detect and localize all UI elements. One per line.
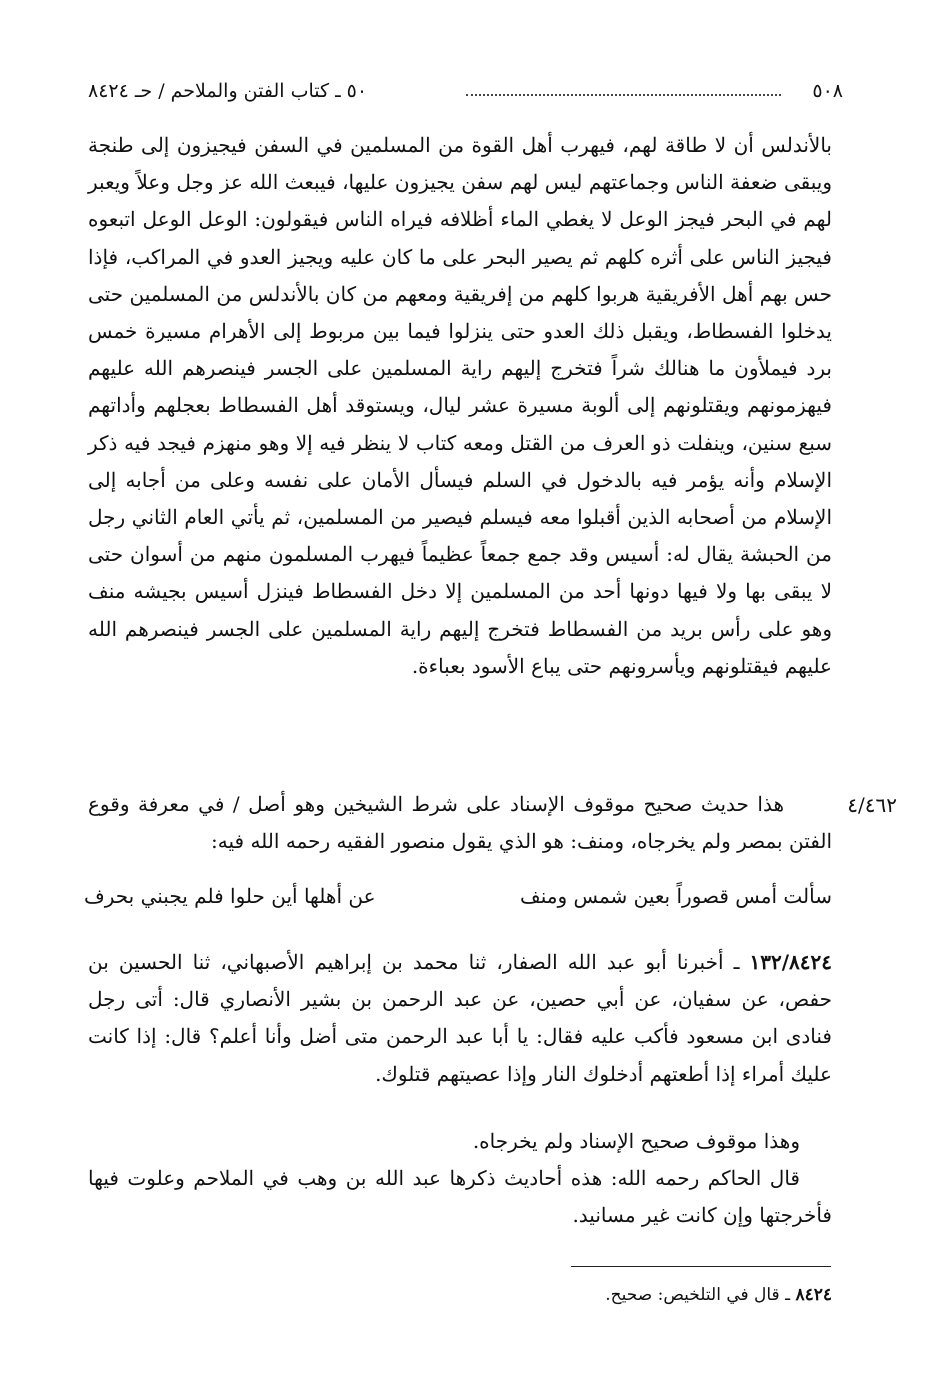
- hadith-number: ١٣٢/٨٤٢٤: [749, 950, 832, 974]
- verse-second-hemistich: عن أهلها أين حلوا فلم يجبني بحرف: [84, 884, 376, 908]
- page-number: ٥٠٨: [812, 80, 843, 102]
- paragraph: قال الحاكم رحمه الله: هذه أحاديث ذكرها عبد الله بن وهب في الملاحم وعلوت فيها فأخرجتها وإن كانت غير مسانيد.: [88, 1166, 832, 1228]
- hadith-commentary: [88, 786, 832, 860]
- header-dotted-leader: [466, 94, 781, 96]
- hadith-entry: [88, 944, 832, 1093]
- manuscript-margin-reference: ٤/٤٦٢: [847, 793, 897, 817]
- running-header: [88, 74, 843, 108]
- paragraph: وهذا موقوف صحيح الإسناد ولم يخرجاه.: [472, 1129, 800, 1153]
- poetry-verse: [84, 876, 832, 916]
- hadith-text: ـ أخبرنا أبو عبد الله الصفار، ثنا محمد بن إبراهيم الأصبهاني، ثنا الحسين بن حفص، عن سفيان، عن أبي حصين، عن عبد الرحمن بن بشير الأنصاري قال: أتى رجل فنادى ابن مسعود فأكب عليه فقال: يا أبا عبد الرحمن متى أضل وأنا أعلم؟ قال: إذا كانت عليك أمراء إذا أطعتهم أدخلوك النار وإذا عصيتهم قتلوك.: [88, 950, 832, 1086]
- footnote-number: ٨٤٢٤: [795, 1285, 832, 1305]
- footnote-divider: [571, 1266, 831, 1267]
- running-title: ٥٠ ـ كتاب الفتن والملاحم / حـ ٨٤٢٤: [88, 80, 368, 102]
- footnote-text: ـ قال في التلخيص: صحيح.: [605, 1285, 796, 1305]
- closing-remarks: [88, 1123, 832, 1235]
- verse-first-hemistich: سألت أمس قصوراً بعين شمس ومنف: [520, 884, 832, 908]
- paragraph: هذا حديث صحيح موقوف الإسناد على شرط الشيخين وهو أصل / في معرفة وقوع الفتن بمصر ولم يخرجاه، ومنف: هو الذي يقول منصور الفقيه رحمه الله فيه:: [88, 792, 832, 854]
- paragraph: بالأندلس أن لا طاقة لهم، فيهرب أهل القوة من المسلمين في السفن فيجيزون إلى طنجة ويبقى ضعفة الناس وجماعتهم ليس لهم سفن يجيزون عليها، فيبعث الله عز وجل وعلاً ويعبر لهم في البحر فيجز الوعل لا يغطي الماء أظلافه فيراه الناس فيقولون: الوعل الوعل اتبعوه فيجيز الناس على أثره كلهم ثم يصير البحر على ما كان عليه ويجيز العدو في المراكب، فإذا حس بهم أهل الأفريقية هربوا كلهم من إفريقية ومعهم من كان بالأندلس من المسلمين حتى يدخلوا الفسطاط، ويقبل ذلك العدو حتى ينزلوا فيما بين مربوط إلى الأهرام مسيرة خمس برد فيملأون ما هنالك شراً فتخرج إليهم راية المسلمين على الجسر فينصرهم الله عليهم فيهزمونهم ويقتلونهم إلى ألوبة مسيرة عشر ليال، ويستوقد أهل الفسطاط بعجلهم وأداتهم سبع سنين، وينفلت ذو العرف من القتل ومعه كتاب لا ينظر فيه إلا وهو منهزم فيجد فيه ذكر الإسلام وأنه يؤمر فيه بالدخول في السلم فيسأل الأمان على نفسه وعلى من أجابه إلى الإسلام من أصحابه الذين أقبلوا معه فيسلم فيصير من المسلمين، ثم يأتي العام الثاني رجل من الحبشة يقال له: أسيس وقد جمع جمعاً عظيماً فيهرب المسلمون منهم من أسوان حتى لا يبقى بها ولا فيها دونها أحد من المسلمين إلا دخل الفسطاط فينزل أسيس بجيشه منف وهو على رأس بريد من الفسطاط فتخرج إليهم راية المسلمين على الجسر فينصرهم الله عليهم فيقتلونهم ويأسرونهم حتى يباع الأسود بعباءة.: [88, 133, 832, 678]
- paragraph: [88, 944, 832, 1093]
- footnote: [300, 1280, 832, 1310]
- continued-hadith-text: [88, 127, 832, 685]
